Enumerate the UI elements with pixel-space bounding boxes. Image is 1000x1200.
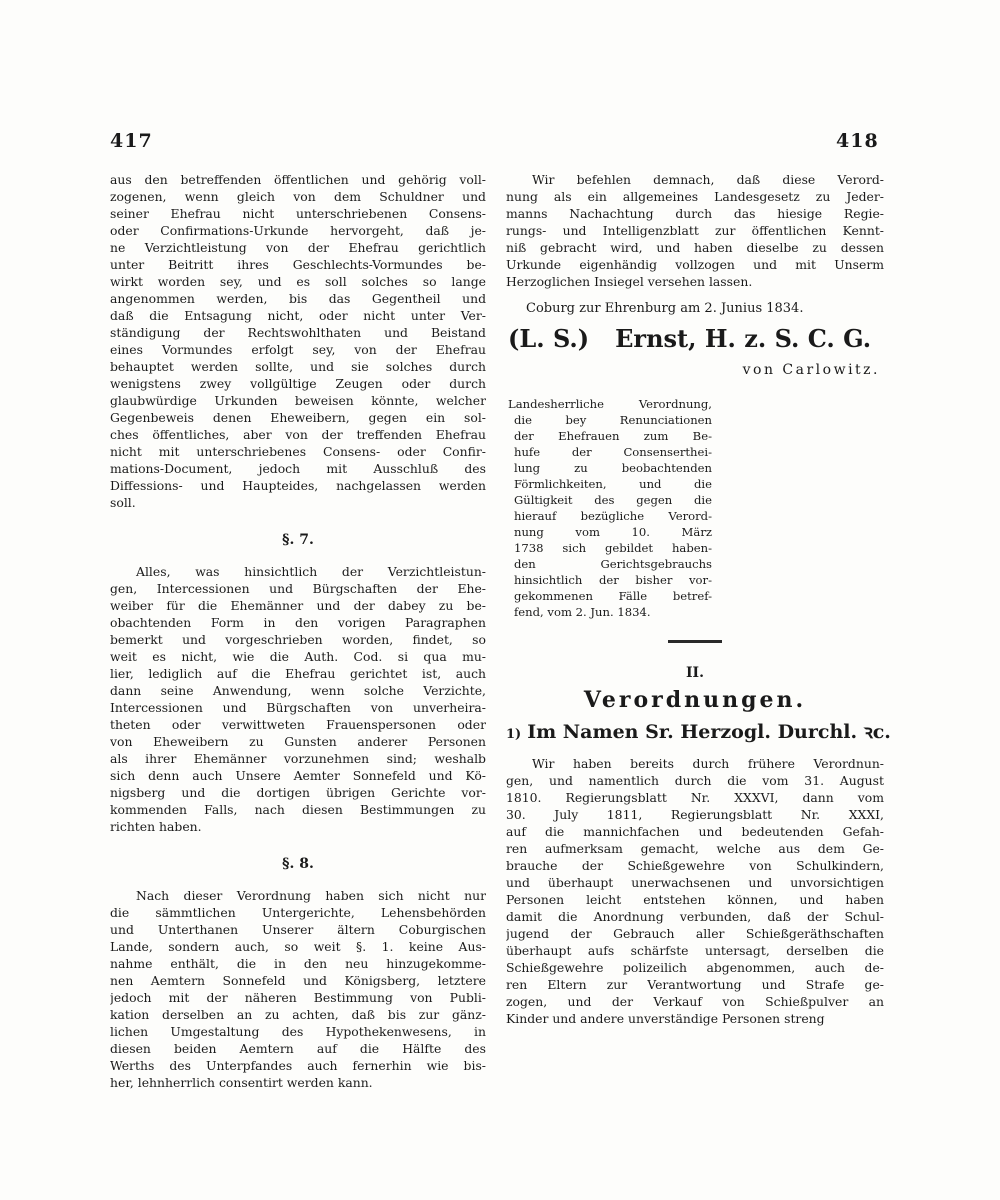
text-line: ren Eltern zur Verantwortung und Strafe ge-	[506, 977, 884, 992]
text-line: 30. July 1811, Regierungsblatt Nr. XXXI,	[506, 807, 884, 822]
decree-number: 1)	[506, 727, 522, 742]
text-line: Wir befehlen demnach, daß diese Verord-	[532, 172, 884, 187]
spacer	[506, 620, 884, 640]
text-line: Förmlichkeiten, und die	[514, 477, 712, 491]
signature-line	[506, 320, 884, 358]
text-line: zogen, und der Verkauf von Schießpulver an	[506, 994, 884, 1009]
section-heading-7: §. 7.	[282, 532, 314, 548]
spacer	[506, 382, 884, 396]
spacer	[506, 290, 884, 298]
text-line: Lande, sondern auch, so weit §. 1. keine Aus-	[110, 939, 486, 954]
text-line: brauche der Schießgewehre von Schulkindern,	[506, 858, 884, 873]
page-number-left: 417	[110, 130, 153, 152]
text-line: wirkt worden sey, und es soll solches so lange	[110, 274, 486, 289]
paragraph-continuation	[110, 171, 486, 511]
text-line: die bey Renunciationen	[514, 413, 712, 427]
text-line: hinsichtlich der bisher vor-	[514, 573, 712, 587]
text-line: Kinder und andere unverständige Personen streng	[506, 1011, 825, 1026]
text-line: nahme enthält, die in den neu hinzugekomme-	[110, 956, 486, 971]
text-line: sich denn auch Unsere Aemter Sonnefeld und Kö-	[110, 768, 486, 783]
text-line: ches öffentliches, aber von der treffenden Ehefrau	[110, 427, 486, 442]
right-column	[506, 171, 891, 1027]
text-line: ne Verzichtleistung von der Ehefrau gerichtlich	[110, 240, 486, 255]
text-line: bemerkt und vorgeschrieben worden, findet, so	[110, 632, 486, 647]
paragraph-firearms-decree	[506, 755, 884, 1027]
text-line: glaubwürdige Urkunden beweisen könnte, welcher	[110, 393, 486, 408]
text-line: lung zu beobachtenden	[514, 461, 712, 475]
text-line: gen, und namentlich durch die vom 31. August	[506, 773, 884, 788]
spacer	[506, 643, 884, 663]
text-line: obachtenden Form in den vorigen Paragraphen	[110, 615, 486, 630]
paragraph-decree-closing	[506, 171, 884, 290]
spacer	[110, 549, 486, 563]
text-line: weiber für die Ehemänner und der dabey zu be-	[110, 598, 486, 613]
text-line: 1810. Regierungsblatt Nr. XXXVI, dann vom	[506, 790, 884, 805]
text-line: dann seine Anwendung, wenn solche Verzichte,	[110, 683, 486, 698]
text-line: weit es nicht, wie die Auth. Cod. si qua mu-	[110, 649, 486, 664]
part-numeral: II.	[686, 665, 704, 681]
text-line: nicht mit unterschriebenes Consens- oder Confir-	[110, 444, 486, 459]
text-line: der Ehefrauen zum Be-	[514, 429, 712, 443]
text-line: jedoch mit der näheren Bestimmung von Publi-	[110, 990, 486, 1005]
text-line: lier, lediglich auf die Ehefrau gerichtet ist, auch	[110, 666, 486, 681]
text-line: den Gerichtsgebrauchs	[514, 557, 712, 571]
text-line: kommenden Falls, nach diesen Bestimmungen zu	[110, 802, 486, 817]
text-line: auf die mannichfachen und bedeutenden Gefah-	[506, 824, 884, 839]
section-heading-8: §. 8.	[282, 856, 314, 872]
text-line: ren aufmerksam gemacht, welche aus dem Ge-	[506, 841, 884, 856]
text-line: Gegenbeweis denen Eheweibern, gegen ein sol-	[110, 410, 486, 425]
text-line: unter Beitritt ihres Geschlechts-Vormundes be-	[110, 257, 486, 272]
text-line: aus den betreffenden öffentlichen und gehörig voll-	[110, 172, 486, 187]
text-line: theten oder verwittweten Frauenspersonen oder	[110, 717, 486, 732]
text-line: Wir haben bereits durch frühere Verordnun-	[532, 756, 884, 771]
spacer	[110, 511, 486, 531]
text-line: niß gebracht wird, und haben dieselbe zu dessen	[506, 240, 884, 255]
text-line: seiner Ehefrau nicht unterschriebenen Consens-	[110, 206, 486, 221]
text-line: oder Confirmations-Urkunde hervorgeht, daß je-	[110, 223, 486, 238]
text-line: Alles, was hinsichtlich der Verzichtleistun-	[136, 564, 486, 579]
text-line: Diffessions- und Haupteides, nachgelassen werden	[110, 478, 486, 493]
text-line: Schießgewehre polizeilich abgenommen, auch de-	[506, 960, 884, 975]
left-column	[110, 171, 486, 1091]
text-line: nigsberg und die dortigen übrigen Gerichte vor-	[110, 785, 486, 800]
spacer	[506, 747, 884, 755]
spacer	[110, 835, 486, 855]
text-line: und überhaupt unerwachsenen und unvorsichtigen	[506, 875, 884, 890]
text-line: 1738 sich gebildet haben-	[514, 541, 712, 555]
part-heading: Verordnungen.	[583, 687, 807, 713]
text-line: Landesherrliche Verordnung,	[508, 397, 712, 411]
seal-mark: (L. S.)	[508, 324, 590, 353]
text-line: nen Aemtern Sonnefeld und Königsberg, letztere	[110, 973, 486, 988]
decree-invocation: Im Namen Sr. Herzogl. Durchl. ꝛc.	[527, 721, 891, 743]
text-line: damit die Anordnung verbunden, daß der Schul-	[506, 909, 884, 924]
ordinance-summary	[508, 396, 712, 620]
text-line: soll.	[110, 495, 136, 510]
page-number-right: 418	[836, 130, 879, 152]
paragraph-section-8	[110, 887, 486, 1091]
text-line: und Unterthanen Unserer ältern Coburgischen	[110, 922, 486, 937]
text-line: überhaupt aufs schärfste untersagt, derselben die	[506, 943, 884, 958]
date-line: Coburg zur Ehrenburg am 2. Junius 1834.	[526, 301, 804, 316]
text-line: daß die Entsagung nicht, oder nicht unter Ver-	[110, 308, 486, 323]
text-line: die sämmtlichen Untergerichte, Lehensbehörden	[110, 905, 486, 920]
text-line: nung als ein allgemeines Landesgesetz zu Jeder-	[506, 189, 884, 204]
text-line: mations-Document, jedoch mit Ausschluß des	[110, 461, 486, 476]
text-line: nung vom 10. März	[514, 525, 712, 539]
countersignature: von Carlowitz.	[742, 362, 880, 378]
text-line: ständigung der Rechtswohlthaten und Beistand	[110, 325, 486, 340]
text-line: angenommen werden, bis das Gegentheil und	[110, 291, 486, 306]
decree-subheading	[506, 717, 891, 747]
ducal-signature: Ernst, H. z. S. C. G.	[615, 324, 872, 353]
text-line: Intercessionen und Bürgschaften von unverheira-	[110, 700, 486, 715]
text-line: diesen beiden Aemtern auf die Hälfte des	[110, 1041, 486, 1056]
text-line: eines Vormundes erfolgt sey, von der Ehefrau	[110, 342, 486, 357]
text-line: wenigstens zwey vollgültige Zeugen oder durch	[110, 376, 486, 391]
text-line: von Eheweibern zu Gunsten anderer Personen	[110, 734, 486, 749]
text-line: rungs- und Intelligenzblatt zur öffentlichen Kennt-	[506, 223, 884, 238]
text-line: Urkunde eigenhändig vollzogen und mit Unserm	[506, 257, 884, 272]
text-line: hufe der Consenserthei-	[514, 445, 712, 459]
text-line: gekommenen Fälle betref-	[514, 589, 712, 603]
text-line: kation derselben an zu achten, daß bis zur gänz-	[110, 1007, 486, 1022]
text-line: manns Nachachtung durch das hiesige Regie-	[506, 206, 884, 221]
text-line: gen, Intercessionen und Bürgschaften der Ehe-	[110, 581, 486, 596]
spacer	[110, 873, 486, 887]
text-line: her, lehnherrlich consentirt werden kann.	[110, 1075, 373, 1090]
text-line: jugend der Gebrauch aller Schießgeräthschaften	[506, 926, 884, 941]
text-line: lichen Umgestaltung des Hypothekenwesens, in	[110, 1024, 486, 1039]
text-line: Herzoglichen Insiegel versehen lassen.	[506, 274, 753, 289]
paragraph-section-7	[110, 563, 486, 835]
text-line: Personen leicht entstehen können, und haben	[506, 892, 884, 907]
text-line: fend, vom 2. Jun. 1834.	[514, 605, 651, 619]
text-line: richten haben.	[110, 819, 202, 834]
text-line: zogenen, wenn gleich von dem Schuldner und	[110, 189, 486, 204]
text-line: Werths des Unterpfandes auch fernerhin wie bis-	[110, 1058, 486, 1073]
text-line: behauptet werden sollte, und sie solches durch	[110, 359, 486, 374]
text-line: hierauf bezügliche Verord-	[514, 509, 712, 523]
text-line: Gültigkeit des gegen die	[514, 493, 712, 507]
text-line: als ihrer Ehemänner vorzunehmen sind; weshalb	[110, 751, 486, 766]
text-line: Nach dieser Verordnung haben sich nicht nur	[136, 888, 486, 903]
